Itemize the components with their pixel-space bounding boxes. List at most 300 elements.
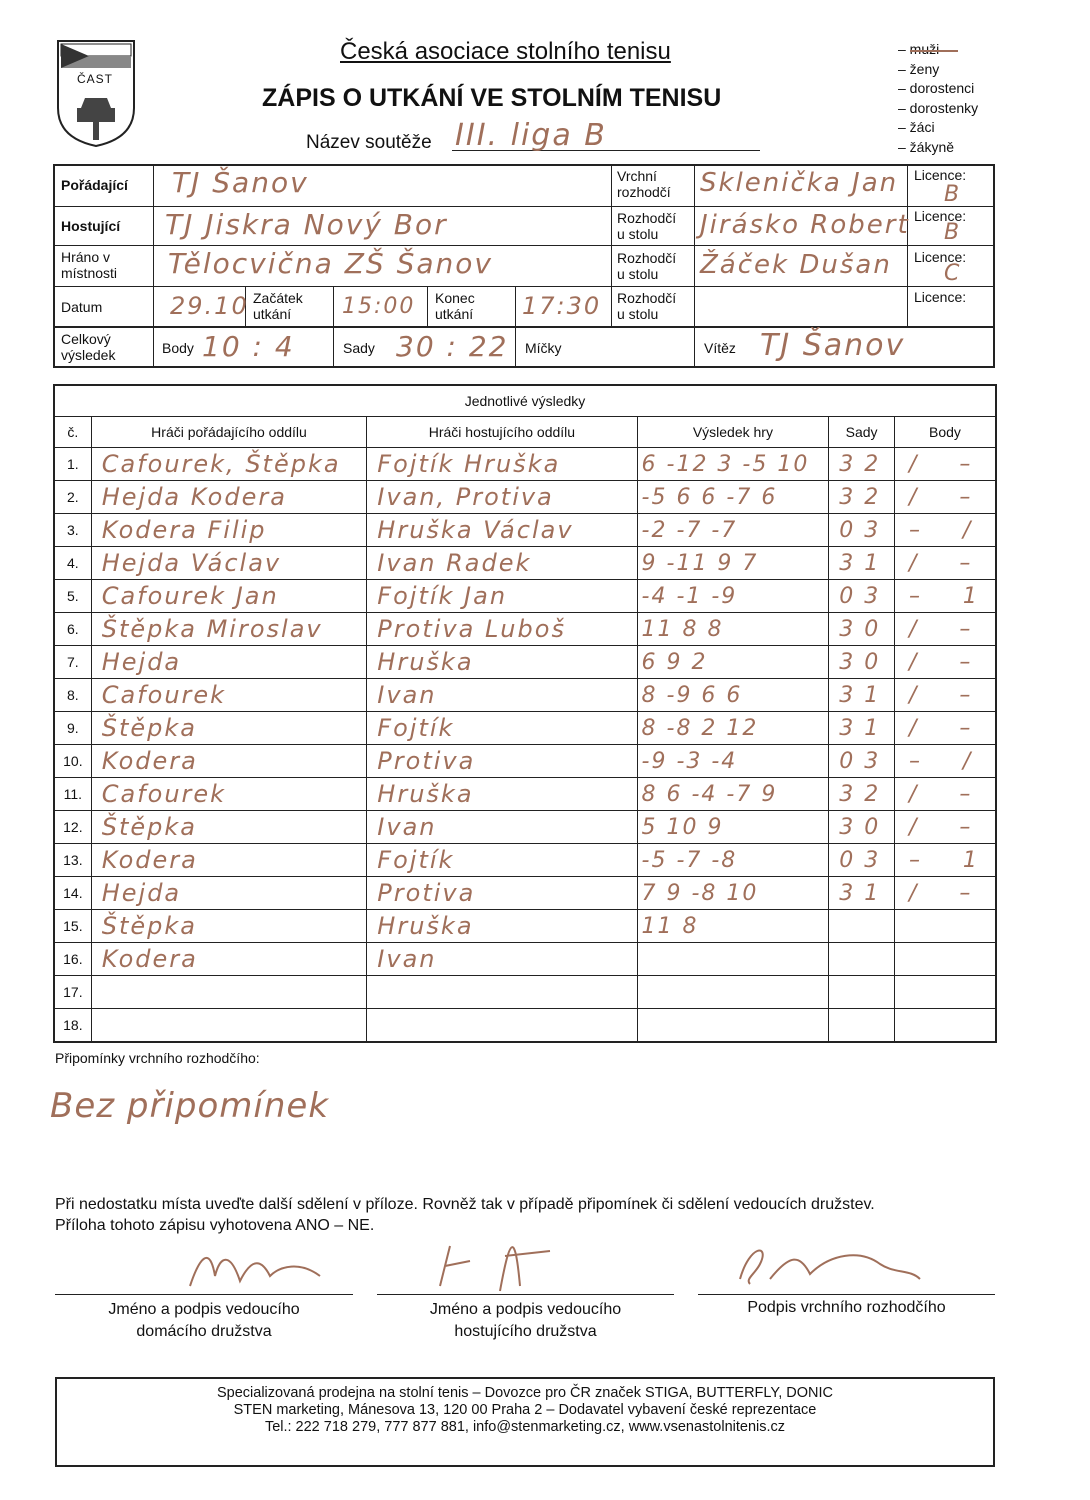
home-players xyxy=(91,844,367,877)
remarks-value: Bez připomínek xyxy=(50,1086,330,1126)
category-zeny: – ženy xyxy=(898,60,940,77)
game-result-text: 6 9 2 xyxy=(641,649,708,675)
row-number xyxy=(54,448,91,481)
sets-result xyxy=(829,877,895,910)
results-title-row xyxy=(54,385,996,417)
home-players xyxy=(91,448,367,481)
away-players-text: Fojtík xyxy=(377,714,455,742)
notice-line-1: Při nedostatku místa uveďte další sdělení v příloze. Rovněž tak v případě připomínek či sdělení vedoucích družstev. xyxy=(55,1196,875,1213)
row-number xyxy=(54,1009,91,1043)
away-players xyxy=(367,448,637,481)
logo xyxy=(55,38,137,150)
rozhodci1-label: Rozhodčí u stolu xyxy=(617,210,677,242)
sady-value: 30 : 22 xyxy=(396,330,509,363)
rozhodci3-label: Rozhodčí u stolu xyxy=(617,290,677,322)
zacatek-label: Začátek utkání xyxy=(253,290,303,322)
results-body xyxy=(54,448,996,1043)
licence3-label: Licence: xyxy=(914,249,967,265)
row-number xyxy=(54,976,91,1009)
home-players xyxy=(91,910,367,943)
table-row xyxy=(54,580,996,613)
footer-line-3: Tel.: 222 718 279, 777 877 881, info@stenmarketing.cz, www.vsenastolnitenis.cz xyxy=(264,1419,786,1435)
category-list xyxy=(898,40,978,157)
vitez-label: Vítěz xyxy=(704,340,736,356)
away-players xyxy=(367,943,637,976)
points-result xyxy=(894,580,996,613)
sets-result-text: 0 3 xyxy=(839,517,881,543)
row-number-text: 9. xyxy=(67,720,79,736)
table-row xyxy=(54,481,996,514)
points-result xyxy=(894,712,996,745)
game-result-text: 5 10 9 xyxy=(641,814,724,840)
away-players xyxy=(367,514,637,547)
licence2-label: Licence: xyxy=(914,208,967,224)
game-result-text: 6 -12 3 -5 10 xyxy=(641,451,810,477)
points-result-text: / – xyxy=(908,616,989,642)
body-value: 10 : 4 xyxy=(202,330,295,363)
points-result-text: / – xyxy=(908,550,989,576)
sets-result xyxy=(829,844,895,877)
info-divider xyxy=(53,245,995,246)
sets-result-text: 3 1 xyxy=(839,550,881,576)
category-muzi: – muži xyxy=(898,41,940,57)
table-row xyxy=(54,613,996,646)
points-result-text: / – xyxy=(908,814,989,840)
away-players-text: Ivan xyxy=(377,681,437,709)
row-number xyxy=(54,613,91,646)
game-result-text: 11 8 8 xyxy=(641,616,724,642)
points-result-text: / – xyxy=(908,880,989,906)
zacatek-value: 15:00 xyxy=(342,294,416,319)
table-row xyxy=(54,745,996,778)
away-players-text: Hruška xyxy=(377,780,474,808)
points-result-text: / – xyxy=(908,781,989,807)
col-c: č. xyxy=(54,417,91,448)
row-number-text: 17. xyxy=(63,984,83,1000)
away-players-text: Fojtík Jan xyxy=(377,582,508,610)
away-players-text: Ivan xyxy=(377,813,437,841)
sets-result xyxy=(829,481,895,514)
table-row xyxy=(54,448,996,481)
results-title: Jednotlivé výsledky xyxy=(54,385,996,417)
ref-signature xyxy=(730,1234,930,1294)
game-result-text: 8 -8 2 12 xyxy=(641,715,759,741)
row-number xyxy=(54,679,91,712)
licence2-value: B xyxy=(944,220,962,245)
sets-result xyxy=(829,514,895,547)
home-players-text: Kodera xyxy=(101,945,198,973)
sets-result xyxy=(829,1009,895,1043)
sets-result-text: 3 1 xyxy=(839,682,881,708)
body-label: Body xyxy=(162,340,194,356)
info-col xyxy=(427,286,428,326)
sets-result-text: 3 2 xyxy=(839,781,881,807)
game-result xyxy=(637,1009,829,1043)
hrano-value: Tělocvična ZŠ Šanov xyxy=(168,247,493,280)
home-players xyxy=(91,943,367,976)
game-result xyxy=(637,547,829,580)
home-players xyxy=(91,547,367,580)
home-players xyxy=(91,1009,367,1043)
game-result-text: -5 6 6 -7 6 xyxy=(641,484,778,510)
away-players-text: Hruška xyxy=(377,912,474,940)
sets-result-text: 3 0 xyxy=(839,616,881,642)
row-number-text: 13. xyxy=(63,852,83,868)
points-result xyxy=(894,811,996,844)
poradajici-label: Pořádající xyxy=(61,177,128,193)
table-row xyxy=(54,877,996,910)
licence4-label: Licence: xyxy=(914,289,967,305)
home-players-text: Cafourek xyxy=(101,780,227,808)
home-players-text: Štěpka xyxy=(101,813,197,841)
remarks-label: Připomínky vrchního rozhodčího: xyxy=(55,1050,260,1066)
home-players-text: Cafourek xyxy=(101,681,227,709)
home-players-text: Cafourek, Štěpka xyxy=(101,450,341,478)
points-result xyxy=(894,844,996,877)
row-number-text: 16. xyxy=(63,951,83,967)
sets-result xyxy=(829,976,895,1009)
game-result-text: 11 8 xyxy=(641,913,699,939)
points-result xyxy=(894,514,996,547)
away-players-text: Protiva Luboš xyxy=(377,615,566,643)
sets-result xyxy=(829,778,895,811)
table-row xyxy=(54,778,996,811)
licence1-value: B xyxy=(944,182,962,207)
licence1-label: Licence: xyxy=(914,167,967,183)
sets-result-text: 3 0 xyxy=(839,814,881,840)
micky-label: Míčky xyxy=(525,340,562,356)
points-result-text: / – xyxy=(908,682,989,708)
table-row xyxy=(54,844,996,877)
row-number-text: 6. xyxy=(67,621,79,637)
game-result xyxy=(637,514,829,547)
info-col xyxy=(611,164,612,326)
table-row xyxy=(54,679,996,712)
row-number xyxy=(54,547,91,580)
home-sign-label xyxy=(55,1299,353,1343)
table-row xyxy=(54,1009,996,1043)
points-result xyxy=(894,613,996,646)
category-zakyne: – žákyně xyxy=(898,138,955,155)
away-sign-line xyxy=(377,1294,674,1295)
datum-label: Datum xyxy=(61,299,103,315)
vrchni-label: Vrchní rozhodčí xyxy=(617,168,671,200)
game-result xyxy=(637,580,829,613)
sets-result xyxy=(829,745,895,778)
ref-sign-label: Podpis vrchního rozhodčího xyxy=(747,1299,946,1316)
sets-result xyxy=(829,547,895,580)
game-result-text: 7 9 -8 10 xyxy=(641,880,759,906)
sets-result-text: 3 0 xyxy=(839,649,881,675)
sady-label: Sady xyxy=(343,340,375,356)
celkovy-label: Celkový výsledek xyxy=(61,331,116,363)
home-players xyxy=(91,745,367,778)
info-col xyxy=(694,164,695,326)
game-result-text: -5 -7 -8 xyxy=(641,847,738,873)
home-players-text: Štěpka xyxy=(101,714,197,742)
game-result-text: 9 -11 9 7 xyxy=(641,550,759,576)
points-result-text: / – xyxy=(908,484,989,510)
hostujici-label: Hostující xyxy=(61,218,121,234)
away-players xyxy=(367,679,637,712)
sets-result xyxy=(829,910,895,943)
rozhodci2-value: Žáček Dušan xyxy=(700,250,892,280)
table-row xyxy=(54,514,996,547)
table-row xyxy=(54,910,996,943)
info-col xyxy=(907,164,908,326)
away-players xyxy=(367,646,637,679)
row-number xyxy=(54,877,91,910)
row-number-text: 11. xyxy=(63,786,83,802)
footer-line-1: Specializovaná prodejna na stolní tenis – Dovozce pro ČR značek STIGA, BUTTERFLY, DONIC xyxy=(217,1385,833,1401)
away-sign-label-1: Jméno a podpis vedoucího xyxy=(429,1301,622,1318)
row-number-text: 7. xyxy=(67,654,79,670)
away-players xyxy=(367,580,637,613)
away-players xyxy=(367,877,637,910)
home-players-text: Štěpka xyxy=(101,912,197,940)
game-result-text: 8 6 -4 -7 9 xyxy=(641,781,778,807)
row-number xyxy=(54,745,91,778)
poradajici-value: TJ Šanov xyxy=(172,166,309,199)
col-points: Body xyxy=(894,417,996,448)
away-players-text: Protiva xyxy=(377,879,476,907)
home-players-text: Kodera xyxy=(101,747,198,775)
row-number-text: 8. xyxy=(67,687,79,703)
category-strike xyxy=(910,50,958,52)
association-name: Česká asociace stolního tenisu xyxy=(340,38,671,65)
footer-line-2: STEN marketing, Mánesova 13, 120 00 Praha 2 – Dodavatel vybavení české reprezentace xyxy=(233,1402,817,1418)
info-col xyxy=(515,286,516,368)
row-number xyxy=(54,580,91,613)
row-number xyxy=(54,646,91,679)
away-sign-label xyxy=(377,1299,674,1343)
points-result xyxy=(894,481,996,514)
points-result xyxy=(894,778,996,811)
sets-result xyxy=(829,448,895,481)
points-result-text: – / xyxy=(908,748,989,774)
sets-result xyxy=(829,613,895,646)
table-row xyxy=(54,646,996,679)
away-players-text: Ivan xyxy=(377,945,437,973)
row-number-text: 18. xyxy=(63,1017,83,1033)
sets-result-text: 3 2 xyxy=(839,484,881,510)
home-players xyxy=(91,646,367,679)
info-divider xyxy=(53,206,995,207)
sets-result xyxy=(829,679,895,712)
home-sign-label-1: Jméno a podpis vedoucího xyxy=(108,1301,300,1318)
sets-result xyxy=(829,712,895,745)
home-players-text: Hejda Kodera xyxy=(101,483,287,511)
points-result xyxy=(894,877,996,910)
away-players xyxy=(367,481,637,514)
rozhodci2-label: Rozhodčí u stolu xyxy=(617,250,677,282)
away-players-text: Hruška xyxy=(377,648,474,676)
home-players xyxy=(91,778,367,811)
row-number xyxy=(54,943,91,976)
info-col xyxy=(333,286,334,368)
logo-text: ČAST xyxy=(77,72,114,86)
points-result-text: / – xyxy=(908,649,989,675)
home-players xyxy=(91,679,367,712)
game-result xyxy=(637,778,829,811)
row-number xyxy=(54,844,91,877)
home-players-text: Hejda xyxy=(101,879,182,907)
row-number-text: 3. xyxy=(67,522,79,538)
row-number-text: 5. xyxy=(67,588,79,604)
game-result-text: -9 -3 -4 xyxy=(641,748,738,774)
table-row xyxy=(54,712,996,745)
home-players xyxy=(91,514,367,547)
away-players-text: Fojtík Hruška xyxy=(377,450,561,478)
points-result-text: / – xyxy=(908,715,989,741)
col-game: Výsledek hry xyxy=(637,417,829,448)
ref-sign-line xyxy=(698,1294,995,1295)
home-players-text: Hejda xyxy=(101,648,182,676)
row-number-text: 12. xyxy=(63,819,83,835)
points-result xyxy=(894,679,996,712)
game-result xyxy=(637,712,829,745)
points-result xyxy=(894,1009,996,1043)
sets-result-text: 0 3 xyxy=(839,583,881,609)
footer-box xyxy=(55,1377,995,1467)
away-players xyxy=(367,745,637,778)
home-players-text: Kodera Filip xyxy=(101,516,267,544)
points-result-text: / – xyxy=(908,451,989,477)
category-dorostenky: – dorostenky xyxy=(898,99,979,116)
away-players xyxy=(367,844,637,877)
home-players xyxy=(91,712,367,745)
away-players xyxy=(367,1009,637,1043)
page-title: ZÁPIS O UTKÁNÍ VE STOLNÍM TENISU xyxy=(262,84,722,112)
info-divider xyxy=(53,286,995,287)
game-result xyxy=(637,910,829,943)
away-players xyxy=(367,976,637,1009)
game-result xyxy=(637,646,829,679)
away-players-text: Ivan, Protiva xyxy=(377,483,554,511)
away-signature xyxy=(420,1226,570,1296)
hostujici-value: TJ Jiskra Nový Bor xyxy=(165,208,448,241)
game-result xyxy=(637,745,829,778)
vitez-value: TJ Šanov xyxy=(760,328,906,363)
game-result xyxy=(637,613,829,646)
home-signature xyxy=(180,1236,330,1296)
konec-label: Konec utkání xyxy=(435,290,475,322)
points-result xyxy=(894,976,996,1009)
home-players xyxy=(91,976,367,1009)
row-number xyxy=(54,910,91,943)
points-result-text: – 1 xyxy=(908,847,995,873)
row-number xyxy=(54,712,91,745)
points-result xyxy=(894,547,996,580)
away-sign-label-2: hostujícího družstva xyxy=(454,1323,597,1340)
points-result xyxy=(894,745,996,778)
row-number-text: 15. xyxy=(63,918,83,934)
home-sign-line xyxy=(55,1294,353,1295)
sets-result xyxy=(829,580,895,613)
vrchni-value: Sklenička Jan xyxy=(700,168,899,198)
away-players xyxy=(367,778,637,811)
notice-line-2: Příloha tohoto zápisu vyhotovena ANO – NE. xyxy=(55,1217,375,1234)
row-number-text: 10. xyxy=(63,753,83,769)
results-table xyxy=(53,384,997,1043)
away-players xyxy=(367,910,637,943)
points-result-text: – / xyxy=(908,517,989,543)
home-players xyxy=(91,811,367,844)
game-result-text: -2 -7 -7 xyxy=(641,517,738,543)
home-players-text: Štěpka Miroslav xyxy=(101,615,323,643)
table-row xyxy=(54,976,996,1009)
game-result-text: 8 -9 6 6 xyxy=(641,682,743,708)
points-result xyxy=(894,943,996,976)
points-result xyxy=(894,910,996,943)
away-players-text: Hruška Václav xyxy=(377,516,574,544)
col-sets: Sady xyxy=(829,417,895,448)
sets-result-text: 0 3 xyxy=(839,847,881,873)
home-players-text: Kodera xyxy=(101,846,198,874)
home-players-text: Hejda Václav xyxy=(101,549,282,577)
sets-result xyxy=(829,943,895,976)
away-players-text: Protiva xyxy=(377,747,476,775)
sets-result xyxy=(829,811,895,844)
game-result xyxy=(637,481,829,514)
game-result xyxy=(637,976,829,1009)
away-players xyxy=(367,712,637,745)
home-players xyxy=(91,580,367,613)
col-home: Hráči pořádajícího oddílu xyxy=(91,417,367,448)
shield-icon xyxy=(55,38,137,150)
game-result xyxy=(637,811,829,844)
table-row xyxy=(54,547,996,580)
home-players xyxy=(91,481,367,514)
col-away: Hráči hostujícího oddílu xyxy=(367,417,637,448)
datum-value: 29.10 xyxy=(170,292,249,320)
sets-result xyxy=(829,646,895,679)
home-players-text: Cafourek Jan xyxy=(101,582,279,610)
game-result xyxy=(637,943,829,976)
sets-result-text: 3 1 xyxy=(839,715,881,741)
row-number-text: 4. xyxy=(67,555,79,571)
home-sign-label-2: domácího družstva xyxy=(136,1323,272,1340)
points-result-text: – 1 xyxy=(908,583,995,609)
away-players xyxy=(367,613,637,646)
game-result xyxy=(637,448,829,481)
results-header-row xyxy=(54,417,996,448)
away-players-text: Fojtík xyxy=(377,846,455,874)
away-players-text: Ivan Radek xyxy=(377,549,532,577)
row-number xyxy=(54,778,91,811)
sets-result-text: 0 3 xyxy=(839,748,881,774)
info-col xyxy=(694,326,695,368)
points-result xyxy=(894,448,996,481)
info-col xyxy=(153,164,154,368)
away-players xyxy=(367,811,637,844)
points-result xyxy=(894,646,996,679)
rozhodci1-value: Jirásko Robert xyxy=(700,210,910,240)
licence3-value: C xyxy=(944,261,962,286)
category-dorostenci: – dorostenci xyxy=(898,80,975,96)
category-zaci: – žáci xyxy=(898,119,935,135)
row-number xyxy=(54,514,91,547)
row-number xyxy=(54,481,91,514)
row-number xyxy=(54,811,91,844)
table-row xyxy=(54,811,996,844)
home-players xyxy=(91,877,367,910)
hrano-label: Hráno v místnosti xyxy=(61,249,118,281)
game-result xyxy=(637,679,829,712)
competition-label: Název soutěže xyxy=(306,132,432,153)
konec-value: 17:30 xyxy=(522,292,602,320)
game-result xyxy=(637,844,829,877)
